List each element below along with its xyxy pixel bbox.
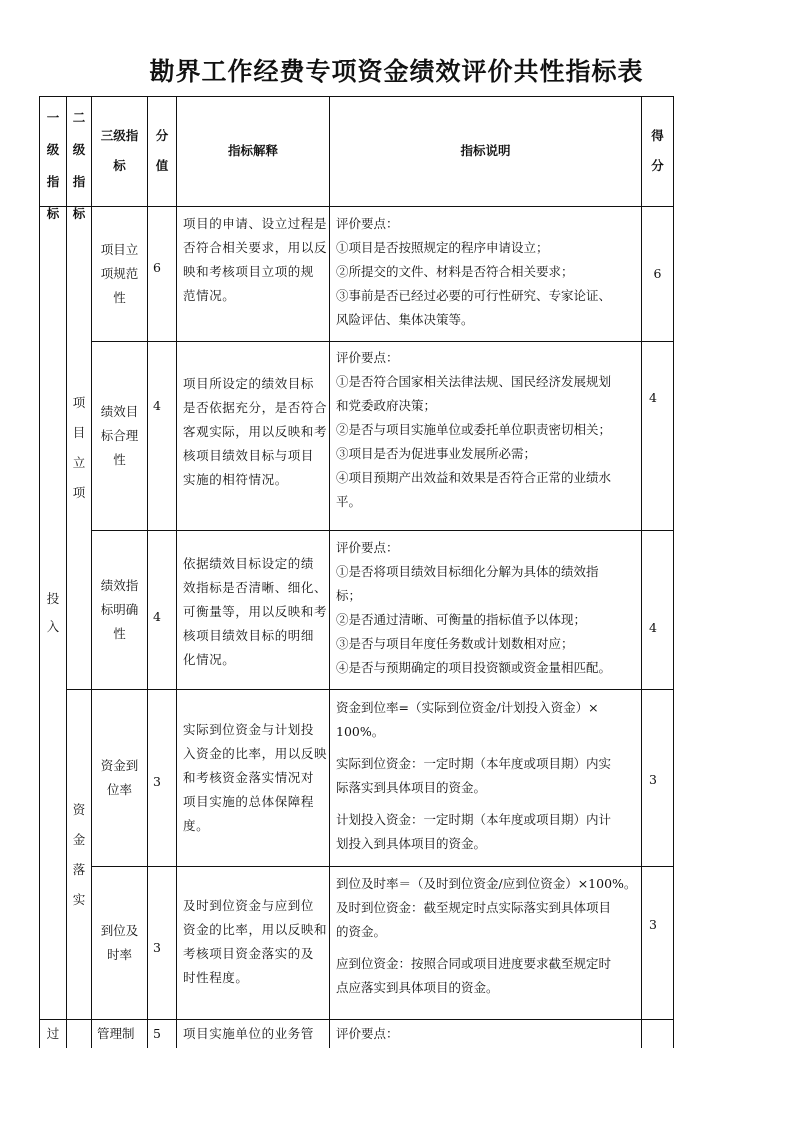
indicator-score: 4 (649, 390, 657, 405)
header-char: 二 (72, 110, 86, 125)
indicator-explanation: 及时到位资金与应到位 资金的比率，用以反映和 考核项目资金落实的及 时性程度。 (183, 898, 328, 985)
indicator-description (336, 872, 642, 1000)
description-paragraph: 到位及时率＝（及时到位资金/应到位资金）×100%。 及时到位资金：截至规定时点实际落实到具体项目 的资金。 (336, 876, 637, 939)
description-paragraph: 资金到位率=（实际到位资金/计划投入资金）× 100%。 (336, 700, 599, 739)
description-paragraph: 评价要点： ①是否符合国家相关法律法规、国民经济发展规划 和党委政府决策； ②是否与项目实施单位或委托单位职责密切相关； ③项目是否为促进事业发展所必需； ④项目预期产出效益和效果是否符合正常的业绩水 平。 (336, 350, 612, 509)
indicator-value: 4 (153, 398, 161, 413)
indicator-explanation: 项目实施单位的业务管 (183, 1026, 315, 1041)
indicator-explanation: 项目的申请、设立过程是 否符合相关要求，用以反 映和考核项目立项的规 范情况。 (183, 216, 328, 303)
header-description: 指标说明 (460, 143, 511, 158)
indicator-explanation: 依据绩效目标设定的绩 效指标是否清晰、细化、 可衡量等，用以反映和考 核项目绩效目标的明细 化情况。 (183, 556, 328, 667)
level1-label-input: 投 入 (46, 591, 60, 634)
level2-label-fund-implementation: 资 金 落 实 (72, 801, 86, 907)
indicator-name: 管理制 (97, 1026, 135, 1041)
indicator-description (336, 346, 642, 514)
indicator-description (336, 696, 642, 856)
header-explanation: 指标解释 (227, 143, 278, 158)
level2-label-project-approval: 项 目 立 项 (72, 395, 86, 500)
header-char: 一 (46, 110, 60, 125)
indicator-value: 4 (153, 609, 161, 624)
description-paragraph: 实际到位资金：一定时期（本年度或项目期）内实 际落实到具体项目的资金。 (336, 756, 612, 795)
indicator-name: 项目立 项规范 性 (100, 242, 139, 305)
indicator-name: 资金到 位率 (100, 758, 139, 797)
header-char: 级 (72, 142, 86, 157)
header-score: 得 分 (651, 128, 664, 173)
indicator-score: 4 (649, 620, 657, 635)
indicator-explanation: 项目所设定的绩效目标 是否依据充分，是否符合 客观实际，用以反映和考 核项目绩效目标与项目 实施的相符情况。 (183, 376, 328, 487)
header-level3: 三级指 标 (100, 128, 139, 173)
indicator-table (39, 96, 674, 1048)
header-char: 标 (72, 206, 86, 221)
header-char: 标 (46, 206, 60, 221)
indicator-score: 3 (649, 917, 657, 932)
description-paragraph: 计划投入资金：一定时期（本年度或项目期）内计 划投入到具体项目的资金。 (336, 812, 612, 851)
header-char: 级 (46, 142, 60, 157)
description-paragraph: 评价要点： ①是否将项目绩效目标细化分解为具体的绩效指 标； ②是否通过清晰、可衡量的指标值予以体现； ③是否与项目年度任务数或计划数相对应； ④是否与预期确定的项目投资额或资金量相匹配。 (336, 540, 612, 675)
header-char: 指 (46, 174, 60, 189)
indicator-value: 3 (153, 774, 161, 789)
indicator-name: 绩效指 标明确 性 (100, 578, 139, 641)
indicator-description (336, 212, 642, 332)
level1-label-process: 过 (46, 1026, 60, 1041)
indicator-name: 绩效目 标合理 性 (100, 404, 139, 467)
indicator-value: 6 (153, 260, 161, 275)
indicator-value: 3 (153, 940, 161, 955)
indicator-score: 6 (653, 266, 662, 281)
header-score-value: 分 值 (155, 128, 169, 173)
indicator-name: 到位及 时率 (100, 923, 139, 962)
description-paragraph: 评价要点： (336, 1026, 399, 1041)
indicator-description (336, 1022, 642, 1046)
page-title: 勘界工作经费专项资金绩效评价共性指标表 (149, 57, 644, 86)
header-char: 指 (72, 174, 86, 189)
indicator-value: 5 (153, 1026, 161, 1041)
indicator-score: 3 (649, 772, 657, 787)
description-paragraph: 应到位资金：按照合同或项目进度要求截至规定时 点应落实到具体项目的资金。 (336, 956, 612, 995)
indicator-description (336, 536, 642, 680)
indicator-explanation: 实际到位资金与计划投 入资金的比率，用以反映 和考核资金落实情况对 项目实施的总体保障程 度。 (183, 722, 328, 833)
description-paragraph: 评价要点： ①项目是否按照规定的程序申请设立； ②所提交的文件、材料是否符合相关要求； ③事前是否已经过必要的可行性研究、专家论证、 风险评估、集体决策等。 (336, 216, 612, 327)
